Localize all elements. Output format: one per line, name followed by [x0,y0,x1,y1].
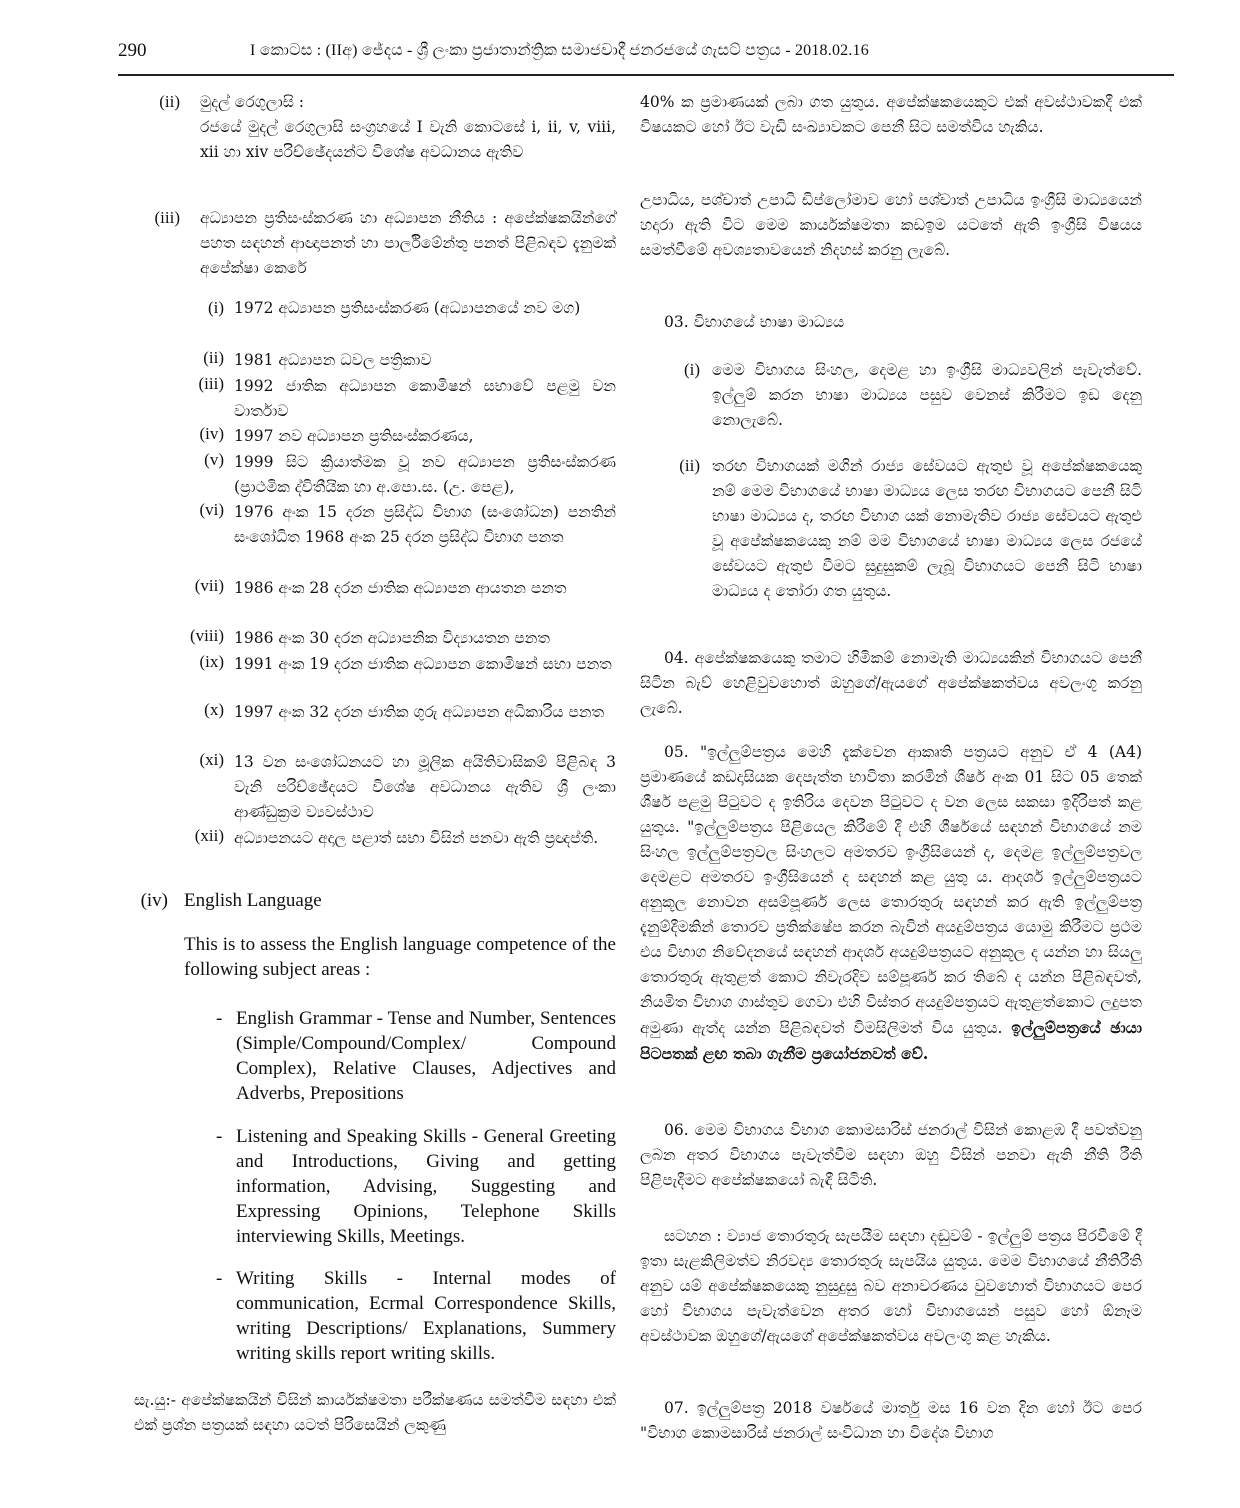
paragraph-05-bold: ඉල්ලුම්පත්‍රයේ ඡායා පිටපතක් ළඟ තබා ගැනීම ප්‍රයෝජනවත් වේ. [640,1018,1142,1063]
s03-item-number: (ii) [679,456,700,475]
sub-item: 1999 සිට ක්‍රියාත්මක වූ නව අධ්‍යාපන ප්‍රතිසංස්කරණ (ප්‍රාථමික ද්විතීයික හා අ.පො.ස. (උ. පෙළ), [234,453,616,496]
sub-item-number: (xi) [199,750,224,769]
paragraph-degree-exemption: උපාධිය, පශ්චාත් උපාධි ඩිප්ලෝමාව හෝ පශ්චාත් උපාධිය ඉංග්‍රීසි මාධ්‍යයෙන් හදාරා ඇති විට මෙම කාර්යක්ෂමතා කඩඉම යටතේ ඇති ඉංග්‍රීසි විෂයය සමත්වීමේ අවශ්‍යතාවයෙන් නිදහස් කරනු ලැබේ. [640,191,1142,259]
item-iv-number: (iv) [140,890,168,911]
footnote: සැ.යු:- අපේක්ෂකයින් විසින් කාර්යක්ෂමතා පරීක්ෂණය සමත්වීම සඳහා එක් එක් ප්‍රශ්න පත්‍රයක් සඳහා යටත් පිරිසෙයින් ලකුණු [134,1391,616,1434]
page-header [118,36,1174,78]
section-03-heading: 03. විභාගයේ භාෂා මාධ්‍යය [664,313,845,331]
sub-item: 1976 අංක 15 දරන ප්‍රසිද්ධ විභාග (සංශෝධන) පනතින් සංශෝධිත 1968 අංක 25 දරන ප්‍රසිද්ධ විභාග පනත [234,503,616,546]
sub-item-number: (vi) [199,500,224,519]
s03-item-number: (i) [683,360,700,379]
paragraph-05-text: 05. "ඉල්ලුම්පත්‍රය මෙහි දැක්වෙන ආකෘති පත්‍රයට අනුව ඒ 4 (A4) ප්‍රමාණයේ කඩදාසියක දෙපැත්ත භාවිතා කරමින් ශීර්ෂ අංක 01 සිට 05 තෙක් ශීර්ෂ පළමු පිටුවට ද ඉතිරිය දෙවන පිටුවට ද වන ලෙස සකසා ඉදිරිපත් කළ යුතුය. "ඉල්ලුම්පත්‍රය පිළියෙල කිරීමේ දී එහි ශීර්ෂයේ සඳහන් විභාගයේ නම සිංහල ඉල්ලුම්පත්‍රවල සිංහලට අමතරව ඉංග්‍රීසියෙන් ද, දෙමළ ඉල්ලුම්පත්‍රවල දෙමළට අමතරව ඉංග්‍රීසියෙන් ද සඳහන් කළ යුතු ය. ආදර්ශ ඉල්ලුම්පත්‍රයට අනුකූල නොවන අසම්පූර්ණ ලෙස තොරතුරු සඳහන් කර ඇති ඉල්ලුම්පත්‍ර දැනුම්දීමකින් තොරව ප්‍රතික්ෂේප කරන බැවින් අයදුම්පත්‍රය යොමු කිරීමට ප්‍රථම එය විභාග නිවේදනයේ සඳහන් ආදර්ශ අයදුම්පත්‍රයට අනුකූල ද යන්න හා සියලු තොරතුරු ඇතුළත් කොට නිවැරදිව සම්පූර්ණ කර තිබේ ද යන්න පිළිබඳවත්, නියමිත විභාග ගාස්තුව ගෙවා එහි විස්තර අයදුම්පත්‍රයට ඇතුළත්කොට ලදුපත අමුණා ඇත්ද යන්න පිළිබඳවත් විමසිලිමත් විය යුතුය. [640,743,1142,1037]
item-ii-title: මුදල් රෙගුලාසි : [200,93,305,111]
sub-item-number: (v) [204,450,224,469]
item-ii [200,90,616,165]
s03-item: මෙම විභාගය සිංහල, දෙමළ හා ඉංග්‍රීසි මාධ්‍යවලින් පැවැත්වේ. ඉල්ලුම් කරන භාෂා මාධ්‍යය පසුව වෙනස් කිරීමට ඉඩ දෙනු නොලැබේ. [712,361,1142,429]
sub-item: 1992 ජාතික අධ්‍යාපන කොමිෂන් සභාවේ පළමු වන වාර්තාව [234,377,616,420]
sub-item-number: (i) [207,298,224,317]
item-iii-number: (iii) [154,208,180,227]
paragraph-05 [640,740,1142,1067]
paragraph-continuation: 40% ක ප්‍රමාණයක් ලබා ගත යුතුය. අපේක්ෂකයෙකුට එක් අවස්ථාවකදී එක් විෂයකට හෝ ඊට වැඩි සංඛ්‍යාවකට පෙනී සිට සමත්විය හැකිය. [640,93,1142,136]
sub-item: 1972 අධ්‍යාපන ප්‍රතිසංස්කරණ (අධ්‍යාපනයේ නව මග) [234,299,581,317]
header-rule [118,74,1174,76]
item-iv-intro: This is to assess the English language competence of the following subject areas : [184,934,616,980]
sub-item: 1981 අධ්‍යාපන ධවල පත්‍රිකාව [234,351,432,369]
sub-item: 1997 නව අධ්‍යාපන ප්‍රතිසංස්කරණය, [234,427,474,445]
sub-item-number: (vii) [194,576,224,595]
item-ii-text: රජයේ මුදල් රෙගුලාසි සංග්‍රහයේ I වැනි කොටසේ i, ii, v, viii, xii හා xiv පරිච්ඡේදයන්ට විශේෂ අවධානය ඇතිව [200,118,616,161]
paragraph-note: සටහන : ව්‍යාජ තොරතුරු සැපයීම සඳහා දඬුවම් - ඉල්ලුම් පත්‍රය පිරවීමේ දී ඉතා සැළකිලිමත්ව නිරවද්‍ය තොරතුරු සැපයිය යුතුය. මෙම විභාගයේ නීතිරීති අනුව යම් අපේක්ෂකයෙකු නුසුදුසු බව අනාවරණය වුවහොත් විභාගයට පෙර හෝ විභාගය පැවැත්වෙන අතර හෝ විභාගයෙන් පසුව හෝ ඕනෑම අවස්ථාවක ඔහුගේ/ඇයගේ අපේක්ෂකත්වය අවලංගු කළ හැකිය. [640,1227,1142,1345]
sub-item: අධ්‍යාපනයට අදාල පළාත් සභා විසින් පනවා ඇති ප්‍රඥප්ති. [234,829,599,847]
item-iv-title: English Language [184,890,322,911]
running-head: I කොටස : (IIඅ) ජේදය - ශ්‍රී ලංකා ප්‍රජාතාන්ත්‍රික සමාජවාදී ජනරජයේ ගැසට් පත්‍රය - 2018.02.16 [250,42,869,59]
sub-item-number: (xii) [194,826,224,845]
sub-item-number: (iii) [198,374,224,393]
item-iii-text: අධ්‍යාපන ප්‍රතිසංස්කරණ හා අධ්‍යාපන නීතිය : අපේක්ෂකයින්ගේ පහත සඳහන් ආඥාපනත් හා පාර්ලිමේන්තු පනත් පිළිබඳව දැනුමක් අපේක්ෂා කෙරේ [200,209,616,277]
english-bullet: English Grammar - Tense and Number, Sentences (Simple/Compound/Complex/ Compound Complex), Relative Clauses, Adjectives and Adverbs, Prepositions [236,1008,616,1104]
bullet-dash: - [216,1126,223,1147]
paragraph-04: 04. අපේක්ෂකයෙකු තමාට හිමිකම් නොමැති මාධ්‍යයකින් විභාගයට පෙනී සිටින බැව් හෙළිවුවහොත් ඔහුගේ/ඇයගේ අපේක්ෂකත්වය අවලංගු කරනු ලැබේ. [640,649,1142,717]
s03-item: තරඟ විභාගයක් මගින් රාජ්‍ය සේවයට ඇතුළු වූ අපේක්ෂකයෙකු නම් මෙම විභාගයේ භාෂා මාධ්‍යය ලෙස තරඟ විභාගයට පෙනී සිටි භාෂා මාධ්‍යය ද, තරඟ විභාග යක් නොමැතිව රාජ්‍ය සේවයට ඇතුළු වූ අපේක්ෂකයෙකු නම් මම විභාගයේ භාෂා මාධ්‍යය ලෙස රජයේ සේවයට ඇතුළු වීමට සුදුසුකම් ලැබූ විභාගයට පෙනී සිටි භාෂා මාධ්‍යය ද තෝරා ගත යුතුය. [712,457,1142,600]
sub-item-number: (ix) [199,652,224,671]
sub-item-number: (viii) [190,626,224,645]
bullet-dash: - [216,1008,223,1029]
paragraph-06: 06. මෙම විභාගය විභාග කොමසාරිස් ජනරාල් විසින් කොළඹ දී පවත්වනු ලබන අතර විභාගය පැවැත්වීම සඳහා ඔහු විසින් පනවා ඇති නීති රීති පිළිපැදීමට අපේක්ෂකයෝ බැඳී සිටිති. [640,1121,1142,1189]
item-ii-number: (ii) [159,92,180,111]
english-bullet: Listening and Speaking Skills - General Greeting and Introductions, Giving and getting information, Advising, Suggesting and Expressing Opinions, Telephone Skills interviewing Skills, Meetings. [236,1126,616,1247]
sub-item-number: (iv) [199,424,224,443]
sub-item-number: (x) [204,700,224,719]
page-number: 290 [118,40,147,61]
sub-item: 1997 අංක 32 දරන ජාතික ගුරු අධ්‍යාපන අධිකාරිය පනත [234,703,605,721]
sub-item: 1991 අංක 19 දරන ජාතික අධ්‍යාපන කොමිෂන් සභා පනත [234,655,612,673]
sub-item: 1986 අංක 28 දරන ජාතික අධ්‍යාපන ආයතන පනත [234,579,567,597]
sub-item-number: (ii) [203,348,224,367]
sub-item: 1986 අංක 30 දරන අධ්‍යාපනික විද්‍යායතන පනත [234,629,550,647]
english-bullet: Writing Skills - Internal modes of communication, Ecrmal Correspondence Skills, writing Descriptions/ Explanations, Summery writing skills report writing skills. [236,1268,616,1364]
paragraph-07: 07. ඉල්ලුම්පත්‍ර 2018 වර්ෂයේ මාර්තු මස 16 වන දින හෝ ඊට පෙර "විභාග කොමසාරිස් ජනරාල් සංවිධාන හා විදේශ විභාග [640,1399,1142,1442]
bullet-dash: - [216,1268,223,1289]
sub-item: 13 වන සංශෝධනයට හා මූලික අයිතිවාසිකම් පිළිබඳ 3 වැනි පරිච්ඡේදයට විශේෂ අවධානය ඇතිව ශ්‍රී ලංකා ආණ්ඩුක්‍රම ව්‍යවස්ථාව [234,753,616,821]
